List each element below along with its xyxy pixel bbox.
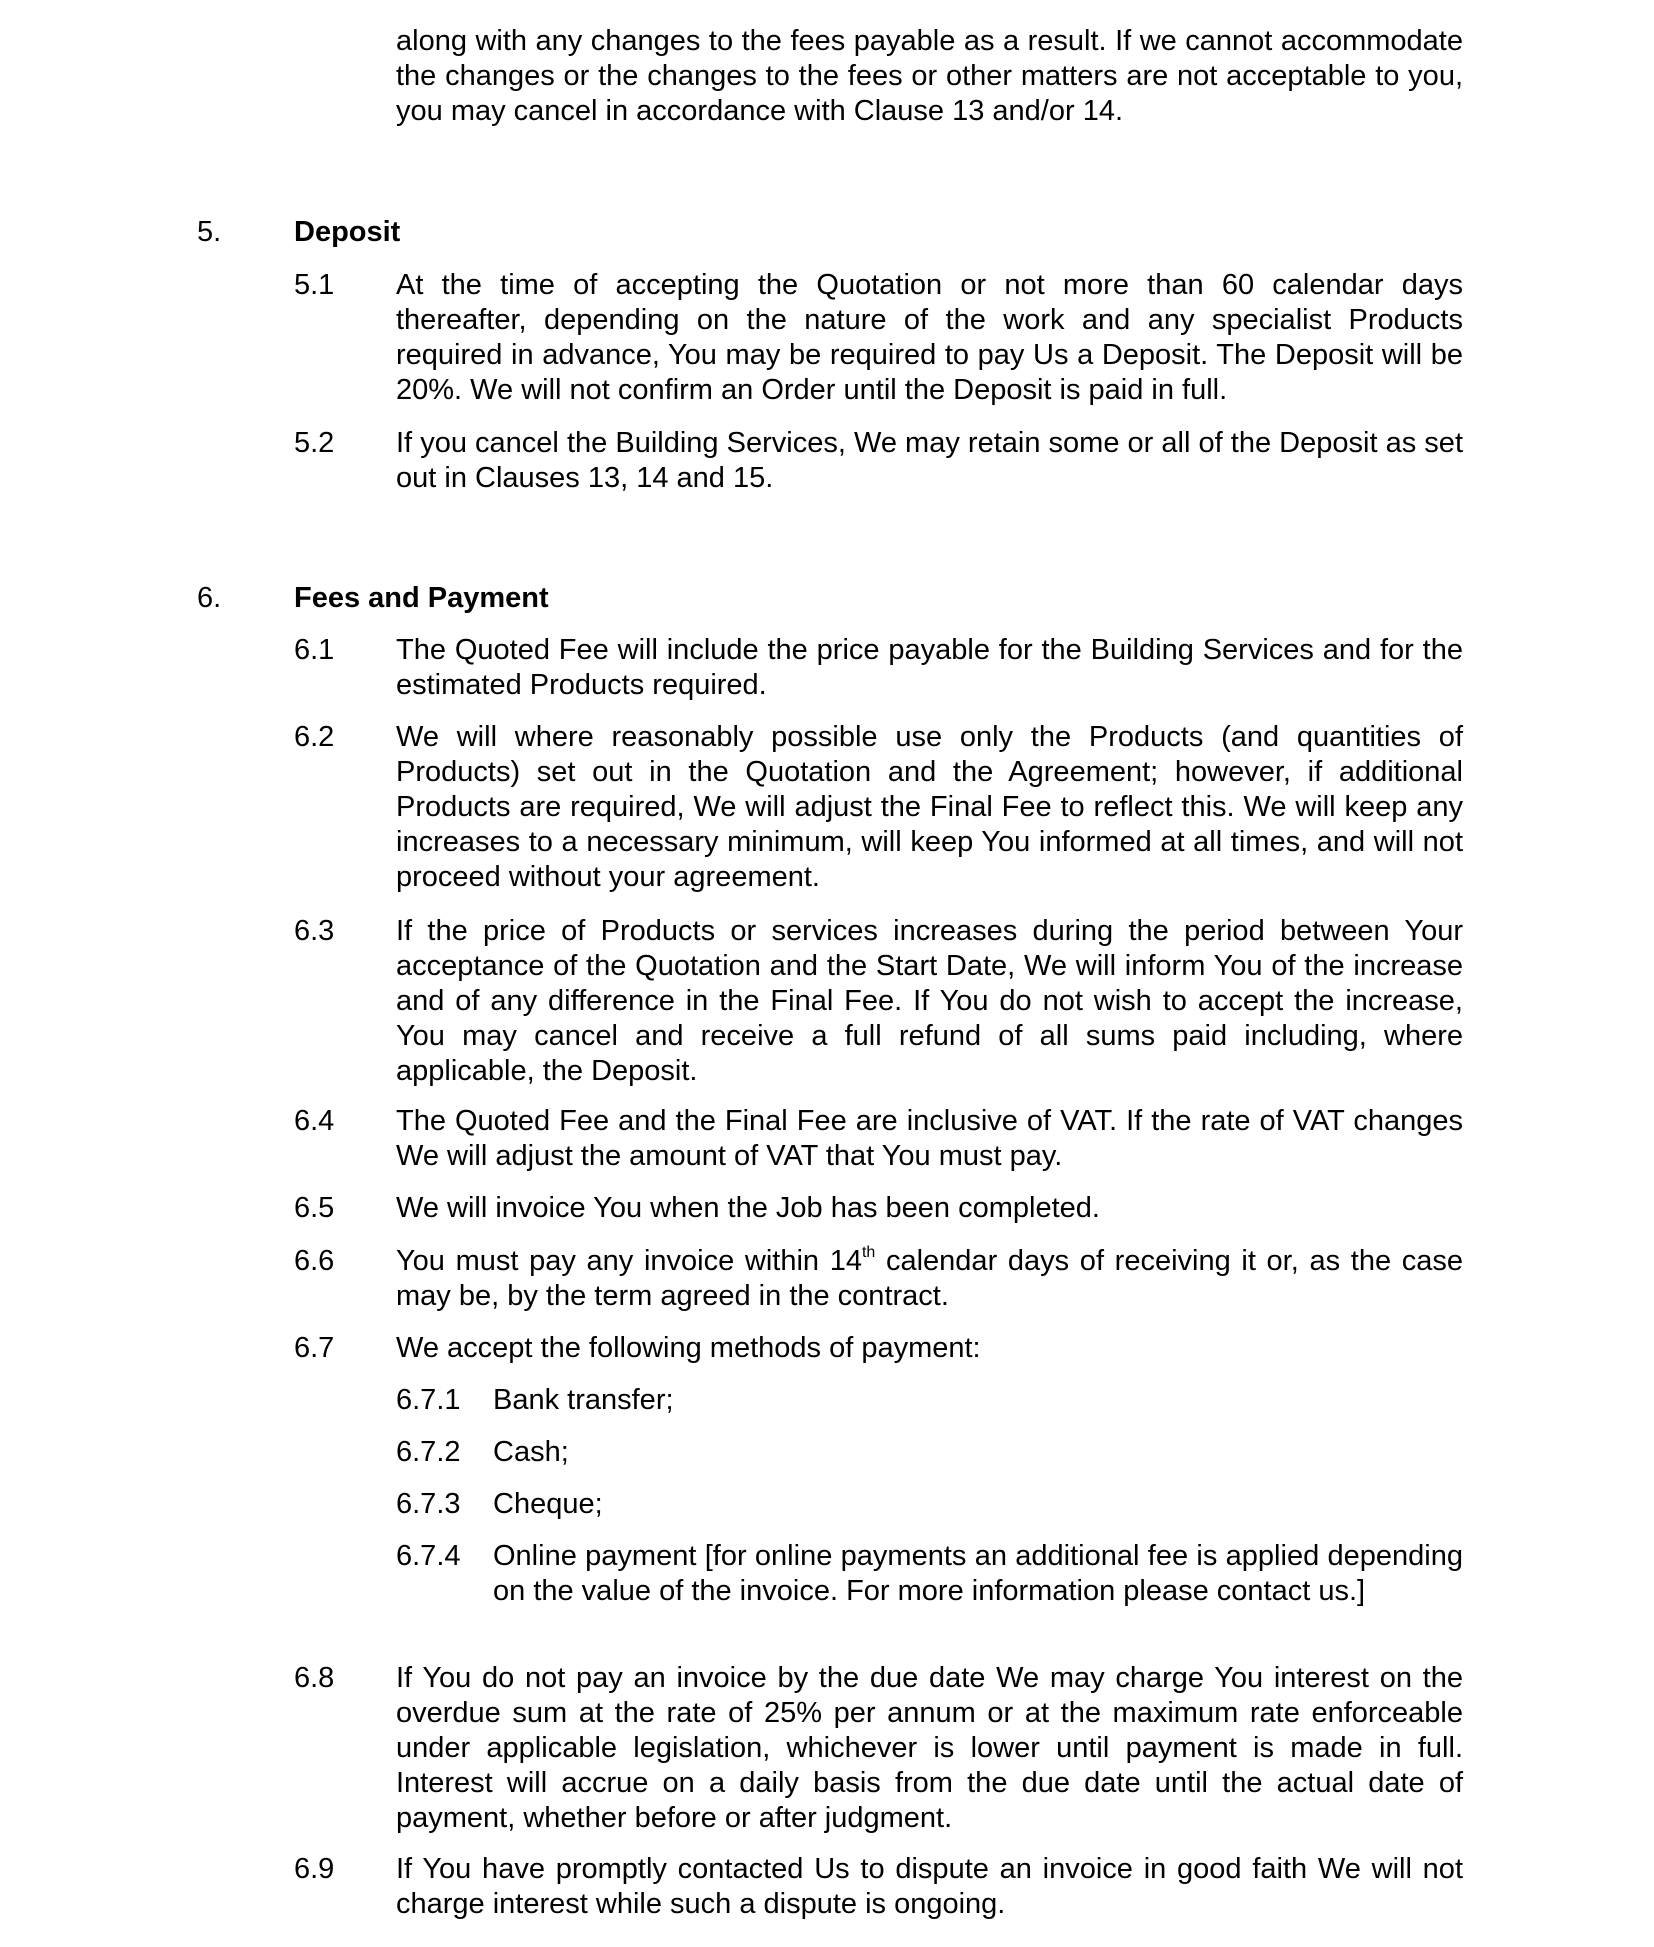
payment-method-item: Cheque; — [493, 1488, 603, 1520]
clause-text: The Quoted Fee and the Final Fee are inclusive of VAT. If the rate of VAT changes We will adjust the amount of VAT that You must pay. — [396, 1105, 1463, 1172]
clause-number: 6.1 — [294, 634, 335, 666]
payment-method-item: Cash; — [493, 1436, 569, 1468]
subclause-number: 6.7.1 — [396, 1384, 461, 1416]
ordinal-superscript: th — [861, 1244, 876, 1262]
clause-text — [396, 1244, 1463, 1314]
subclause-number: 6.7.3 — [396, 1488, 461, 1520]
section-6-number: 6. — [197, 582, 222, 614]
clause-text: We will where reasonably possible use only the Products (and quantities of Products) set out in the Quotation and the Agreement; however, if additional Products are required, We will adjust the Final Fee to reflect this. We will keep any increases to a necessary minimum, will keep You informed at all times, and will not proceed without your agreement. — [396, 721, 1463, 893]
clause-text: At the time of accepting the Quotation or not more than 60 calendar days thereafter, depending on the nature of the work and any specialist Products required in advance, You may be required to pay Us a Deposit. The Deposit will be 20%. We will not confirm an Order until the Deposit is paid in full. — [396, 269, 1463, 406]
payment-method-item: Online payment [for online payments an additional fee is applied depending on the value of the invoice. For more information please contact us.] — [493, 1540, 1463, 1607]
clause-number: 6.8 — [294, 1662, 335, 1694]
clause-number: 6.5 — [294, 1192, 335, 1224]
clause-number: 6.6 — [294, 1245, 335, 1277]
section-6-title: Fees and Payment — [294, 582, 549, 614]
clause-text-part: You must pay any invoice within 14 — [396, 1245, 862, 1277]
clause-text: If You do not pay an invoice by the due date We may charge You interest on the overdue sum at the rate of 25% per annum or at the maximum rate enforceable under applicable legislation, whichever is lower until payment is made in full. Interest will accrue on a daily basis from the due date until the actual date of payment, whether before or after judgment. — [396, 1662, 1463, 1834]
clause-text: If you cancel the Building Services, We may retain some or all of the Deposit as set out in Clauses 13, 14 and 15. — [396, 427, 1463, 494]
clause-text: The Quoted Fee will include the price payable for the Building Services and for the estimated Products required. — [396, 634, 1463, 701]
clause-number: 6.2 — [294, 721, 335, 753]
section-5-title: Deposit — [294, 216, 401, 248]
clause-text: We will invoice You when the Job has been completed. — [396, 1192, 1100, 1224]
clause-number: 5.1 — [294, 269, 335, 301]
subclause-number: 6.7.4 — [396, 1540, 461, 1572]
section-5-number: 5. — [197, 216, 222, 248]
payment-method-item: Bank transfer; — [493, 1384, 674, 1416]
clause-text: If the price of Products or services increases during the period between Your acceptance of the Quotation and the Start Date, We will inform You of the increase and of any difference in the Final Fee. If You do not wish to accept the increase, You may cancel and receive a full refund of all sums paid including, where applicable, the Deposit. — [396, 915, 1463, 1087]
clause-number: 6.9 — [294, 1853, 335, 1885]
clause-text: We accept the following methods of payment: — [396, 1332, 981, 1364]
clause-number: 6.7 — [294, 1332, 335, 1364]
clause-text-part: calendar days of receiving it or, as the case may be, by the term agreed in the contract. — [396, 1245, 1463, 1312]
clause-number: 5.2 — [294, 427, 335, 459]
clause-number: 6.3 — [294, 915, 335, 947]
subclause-number: 6.7.2 — [396, 1436, 461, 1468]
clause-number: 6.4 — [294, 1105, 335, 1137]
clause-text: If You have promptly contacted Us to dispute an invoice in good faith We will not charge interest while such a dispute is ongoing. — [396, 1853, 1463, 1920]
intro-paragraph: along with any changes to the fees payable as a result. If we cannot accommodate the changes or the changes to the fees or other matters are not acceptable to you, you may cancel in accordance with Clause 13 and/or 14. — [396, 25, 1463, 127]
